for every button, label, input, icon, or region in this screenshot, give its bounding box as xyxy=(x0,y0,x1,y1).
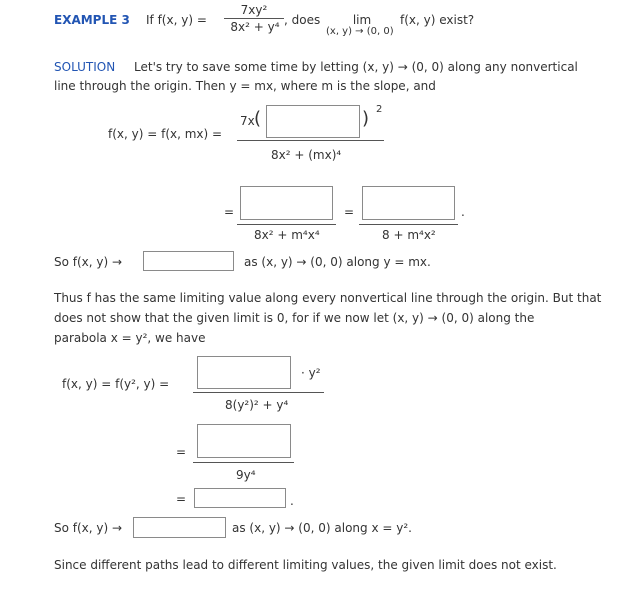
so2-limit-answer-input[interactable] xyxy=(133,517,226,538)
step2-answer-input-1[interactable] xyxy=(197,424,291,458)
step1-exponent: 2 xyxy=(376,104,383,115)
step2-denominator-2: 9y⁴ xyxy=(236,468,256,482)
step1-open-paren: ( xyxy=(254,108,262,129)
example-numerator: 7xy² xyxy=(240,3,268,17)
step1-equals-2: = xyxy=(344,205,355,219)
step2-equals-1: = xyxy=(176,445,187,459)
solution-label: SOLUTION xyxy=(54,60,116,74)
step1-denominator: 8x² + (mx)⁴ xyxy=(271,148,342,162)
example-if-text: If f(x, y) = xyxy=(146,13,207,27)
conclusion-text: Since different paths lead to different limiting values, the given limit does not exist. xyxy=(54,558,557,572)
step2-equals-2: = xyxy=(176,492,187,506)
so1-limit-answer-input[interactable] xyxy=(143,251,234,271)
example-denominator: 8x² + y⁴ xyxy=(230,20,280,34)
so1-suffix: as (x, y) → (0, 0) along y = mx. xyxy=(244,255,431,269)
so2-suffix: as (x, y) → (0, 0) along x = y². xyxy=(232,521,412,535)
step2-answer-input-2[interactable] xyxy=(194,488,286,508)
step2-times-y-squared: · y² xyxy=(301,366,321,380)
so1-prefix: So f(x, y) → xyxy=(54,255,123,269)
step2-period: . xyxy=(290,494,294,508)
step1-fraction-bar xyxy=(237,140,384,141)
example-fraction-bar xyxy=(224,18,284,19)
step1-denominator-2: 8 + m⁴x² xyxy=(382,228,436,242)
thus-line-3: parabola x = y², we have xyxy=(54,331,206,345)
solution-line-1: Let's try to save some time by letting (x, y) → (0, 0) along any nonvertical xyxy=(134,60,578,74)
step1-numerator-answer-input[interactable] xyxy=(266,105,360,138)
limit-subscript: (x, y) → (0, 0) xyxy=(326,26,394,37)
example-label: EXAMPLE 3 xyxy=(54,13,130,27)
step2-numerator-answer-input[interactable] xyxy=(197,356,291,389)
thus-line-2: does not show that the given limit is 0, for if we now let (x, y) → (0, 0) along the xyxy=(54,311,535,325)
thus-line-1: Thus f has the same limiting value along every nonvertical line through the origin. But that xyxy=(54,291,602,305)
step2-lhs: f(x, y) = f(y², y) = xyxy=(62,377,170,391)
example-exist: f(x, y) exist? xyxy=(400,13,475,27)
solution-line-2: line through the origin. Then y = mx, where m is the slope, and xyxy=(54,79,436,93)
step1-fraction-bar-2 xyxy=(359,224,458,225)
step2-denominator-1: 8(y²)² + y⁴ xyxy=(225,398,289,412)
step1-close-paren: ) xyxy=(362,108,370,129)
step1-lhs: f(x, y) = f(x, mx) = xyxy=(108,127,223,141)
step2-fraction-bar xyxy=(193,392,324,393)
so2-prefix: So f(x, y) → xyxy=(54,521,123,535)
step1-fraction-bar-1 xyxy=(237,224,336,225)
step1-equals-1: = xyxy=(224,205,235,219)
step1-answer-input-2[interactable] xyxy=(362,186,455,220)
example-does: , does xyxy=(284,13,321,27)
limit-operator: lim xyxy=(352,13,372,27)
step1-num-prefix: 7x xyxy=(240,114,255,128)
step1-answer-input-1[interactable] xyxy=(240,186,333,220)
step1-period: . xyxy=(461,205,465,219)
step1-denominator-1: 8x² + m⁴x⁴ xyxy=(254,228,320,242)
step2-fraction-bar-1 xyxy=(193,462,294,463)
